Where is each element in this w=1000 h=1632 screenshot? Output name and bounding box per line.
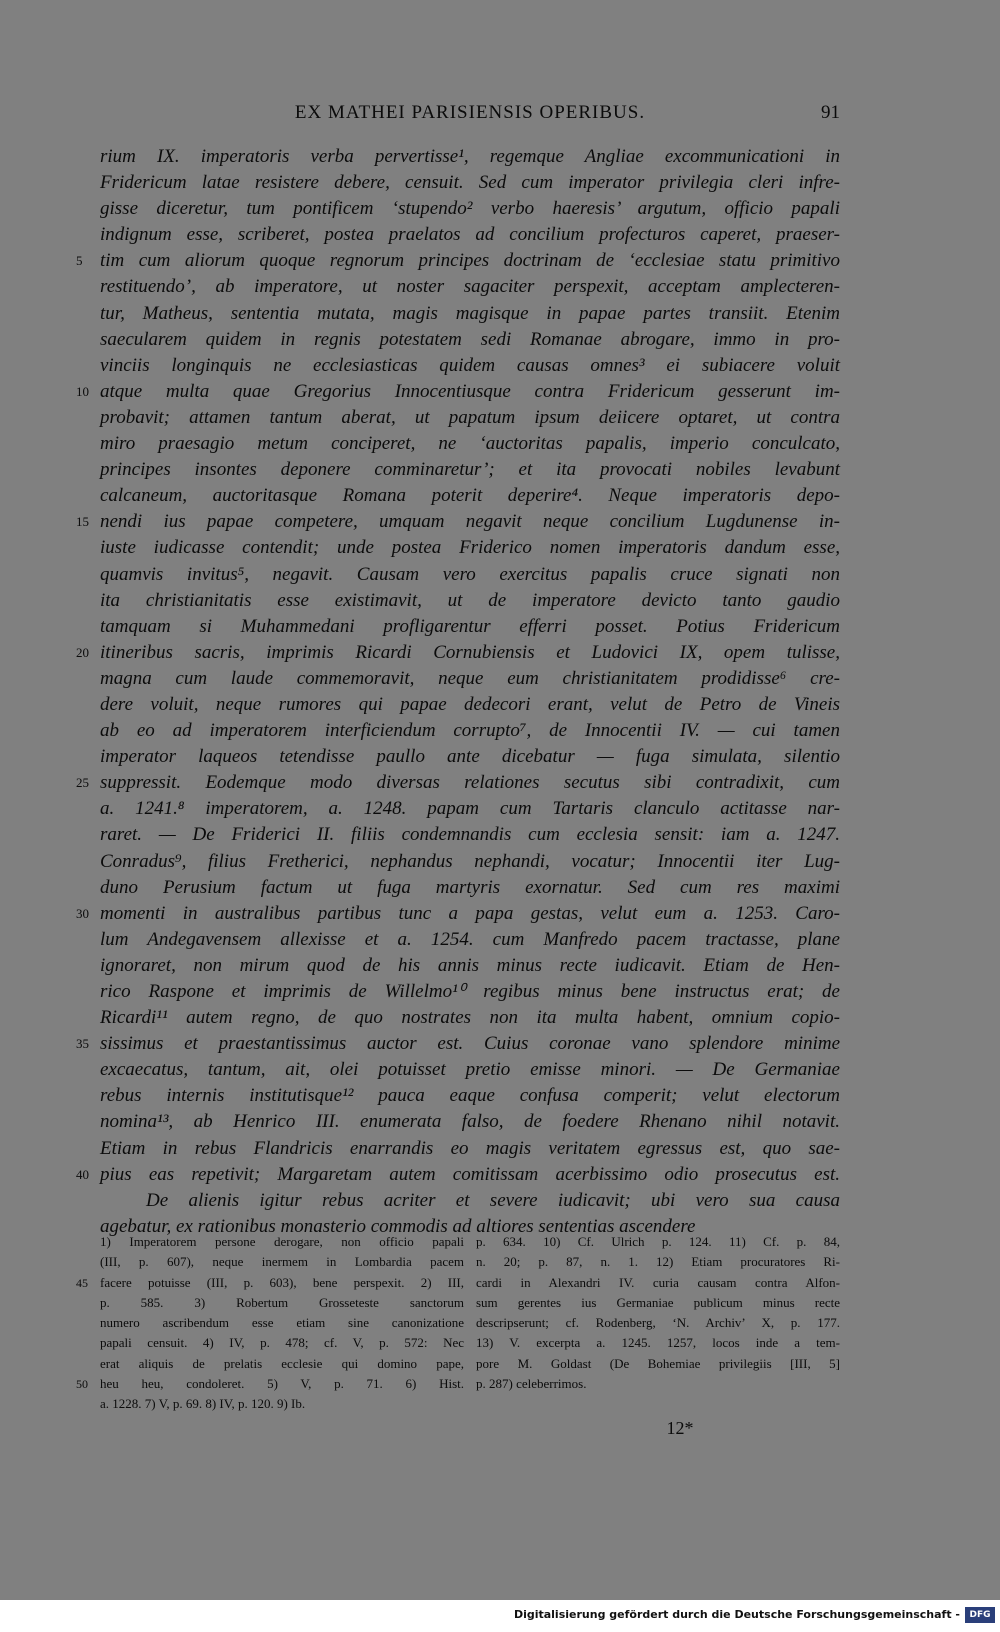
footnote-right-line-text: pore M. Goldast (De Bohemiae privilegiis [III, 5] (476, 1355, 840, 1371)
main-text-line-text: itineribus sacris, imprimis Ricardi Cornubiensis et Ludovici IX, opem tulisse, (100, 641, 840, 663)
main-text-line-text: principes insontes deponere comminaretur’; et ita provocati nobiles levabunt (100, 459, 840, 481)
line-number: 5 (76, 253, 83, 269)
footnote-left-line-text: papali censuit. 4) IV, p. 478; cf. V, p. 572: Nec (100, 1335, 464, 1351)
main-text-line (100, 483, 840, 509)
footnote-right-line (476, 1293, 840, 1313)
main-text-line (100, 822, 840, 848)
main-text-line (100, 353, 840, 379)
line-number: 15 (76, 514, 89, 530)
main-text-line-text: ab eo ad imperatorem interficiendum corrupto⁷, de Innocentii IV. — cui tamen (100, 720, 840, 742)
main-text-line (100, 1005, 840, 1031)
main-text-line (100, 457, 840, 483)
footnote-right-line (476, 1273, 840, 1293)
footnote-left-line (100, 1293, 464, 1313)
footnote-right-line-text: n. 20; p. 87, n. 1. 12) Etiam procuratores Ri- (476, 1254, 840, 1270)
main-text-line (100, 1109, 840, 1135)
footnote-right-line-text: descripserunt; cf. Rodenberg, ‘N. Archiv’ X, p. 177. (476, 1315, 840, 1331)
line-number: 50 (76, 1377, 88, 1392)
line-number: 30 (76, 905, 89, 921)
main-text-line (100, 953, 840, 979)
main-text-line (100, 875, 840, 901)
footnote-right-line-text: cardi in Alexandri IV. curia causam contra Alfon- (476, 1274, 840, 1290)
footnote-left-line (100, 1313, 464, 1333)
footnote-left-line-text: (III, p. 607), neque inermem in Lombardia pacem (100, 1254, 464, 1270)
main-text-line (100, 927, 840, 953)
main-text-line-text: ita christianitatis esse existimavit, ut de imperatore devicto tanto gaudio (100, 589, 840, 611)
footnote-left-line-text: 1) Imperatorem persone derogare, non officio papali (100, 1234, 464, 1249)
main-text-line-text: agebatur, ex rationibus monasterio commodis ad altiores sententias ascendere (100, 1215, 696, 1237)
line-number: 10 (76, 383, 89, 399)
footnote-left-line-text: a. 1228. 7) V, p. 69. 8) IV, p. 120. 9) Ib. (100, 1396, 306, 1412)
main-text-line (100, 535, 840, 561)
main-text-line (100, 1188, 840, 1214)
footnote-left-line (76, 1374, 464, 1394)
main-text-line-text: tim cum aliorum quoque regnorum principes doctrinam de ‘ecclesiae statu primitivo (100, 250, 840, 272)
dfg-logo: DFG (965, 1607, 995, 1623)
main-text-line-text: sissimus et praestantissimus auctor est. Cuius coronae vano splendore minime (100, 1033, 840, 1055)
footnote-left-line-text: facere potuisse (III, p. 603), bene perspexit. 2) III, (100, 1274, 464, 1290)
main-text-line-text: dere voluit, neque rumores qui papae dedecori erant, velut de Petro de Vineis (100, 693, 840, 715)
main-text-line-text: pius eas repetivit; Margaretam autem comitissam acerbissimo odio prosecutus est. (100, 1163, 840, 1185)
main-text-line-text: calcaneum, auctoritasque Romana poterit deperire⁴. Neque imperatoris depo- (100, 485, 840, 507)
main-text-line-text: rebus internis institutisque¹² pauca eaque confusa comperit; velut electorum (100, 1085, 840, 1107)
main-text-line-text: magna cum laude commemoravit, neque eum christianitatem prodidisse⁶ cre- (100, 667, 840, 689)
main-text-line-text: nendi ius papae competere, umquam negavit neque concilium Lugdunense in- (100, 511, 840, 533)
main-text-line (76, 509, 840, 535)
main-text-line-text: rico Raspone et imprimis de Willelmo¹⁰ regibus minus bene instructus erat; de (100, 981, 840, 1002)
dfg-credit: Digitalisierung gefördert durch die Deutsche Forschungsgemeinschaft - (513, 1608, 960, 1621)
line-number: 35 (76, 1036, 89, 1052)
footnote-left-line (100, 1252, 464, 1272)
main-text-line (100, 405, 840, 431)
main-text-line-text: Ricardi¹¹ autem regno, de quo nostrates non ita multa habent, omnium copio- (100, 1007, 840, 1029)
main-text-line-text: tur, Matheus, sententia mutata, magis magisque in papae partes transiit. Etenim (100, 302, 840, 324)
main-text-line-text: lum Andegavensem allexisse et a. 1254. cum Manfredo pacem tractasse, plane (100, 928, 840, 950)
main-text-line-text: nomina¹³, ab Henrico III. enumerata falso, de foedere Rhenano nihil notavit. (100, 1111, 840, 1133)
main-text-line-text: vinciis longinquis ne ecclesiasticas quidem causas omnes³ ei subiacere voluit (100, 354, 840, 376)
footnote-right-line-text: 13) V. excerpta a. 1245. 1257, locos inde a tem- (476, 1335, 840, 1351)
main-text-line (100, 718, 840, 744)
main-text-line (100, 222, 840, 248)
footnote-right-line-text: p. 287) celeberrimos. (476, 1376, 587, 1392)
footnote-right-line-text: sum gerentes ius Germaniae publicum minus recte (476, 1294, 840, 1310)
footnotes-right-column (476, 1232, 840, 1394)
main-text-line (100, 1057, 840, 1083)
main-text-line (76, 379, 840, 405)
main-text-line (76, 248, 840, 274)
main-text-line (76, 640, 840, 666)
main-text-line (100, 744, 840, 770)
main-text-line-text: raret. — De Friderici II. filiis condemnandis cum ecclesia sensit: iam a. 1247. (100, 824, 840, 846)
main-text-line-text: Fridericum latae resistere debere, censuit. Sed cum imperator privilegia cleri infre- (100, 172, 840, 194)
main-text-line (100, 431, 840, 457)
line-number: 45 (76, 1275, 88, 1290)
line-number: 20 (76, 644, 89, 660)
main-text-line (100, 1136, 840, 1162)
line-number: 25 (76, 775, 89, 791)
footnote-left-line (76, 1273, 464, 1293)
main-text-line (100, 301, 840, 327)
dfg-footer (0, 1600, 1000, 1632)
main-text-line-text: saecularem quidem in regnis potestatem sedi Romanae abrogare, immo in pro- (100, 328, 840, 350)
main-text-line (100, 796, 840, 822)
footnote-left-line (100, 1354, 464, 1374)
main-text-line (76, 1031, 840, 1057)
footnote-right-line (476, 1232, 840, 1252)
main-text-line-text: Etiam in rebus Flandricis enarrandis eo magis veritatem egressus est, quo sae- (100, 1137, 840, 1159)
footnote-right-line (476, 1313, 840, 1333)
line-number: 40 (76, 1166, 89, 1182)
footnote-right-line (476, 1333, 840, 1353)
main-text-line-text: a. 1241.⁸ imperatorem, a. 1248. papam cum Tartaris clanculo actitasse nar- (100, 798, 840, 820)
main-text-line (76, 1162, 840, 1188)
footnote-right-line (476, 1374, 840, 1394)
main-text-line (100, 1083, 840, 1109)
running-title: EX MATHEI PARISIENSIS OPERIBUS. (294, 102, 646, 123)
main-text-line-text: indignum esse, scriberet, postea praelatos ad concilium profecturos caperet, praeser- (100, 224, 840, 246)
main-text-line (100, 144, 840, 170)
main-text-line (100, 562, 840, 588)
signature-mark-wrap (0, 1418, 1000, 1439)
main-text-line-text: restituendo’, ab imperatore, ut noster sagaciter perspexit, acceptam amplecteren- (100, 276, 840, 298)
main-text-line-text: atque multa quae Gregorius Innocentiusque contra Fridericum gesserunt im- (100, 380, 840, 402)
main-text-line (100, 979, 840, 1005)
main-text-line (100, 692, 840, 718)
main-text-line (76, 901, 840, 927)
main-text-line-text: rium IX. imperatoris verba pervertisse¹, regemque Angliae excommunicationi in (100, 146, 840, 167)
footnote-right-line (476, 1252, 840, 1272)
main-text-line-text: tamquam si Muhammedani profligarentur efferri posset. Potius Fridericum (100, 615, 840, 637)
main-text (76, 144, 840, 1240)
main-text-line-text: suppressit. Eodemque modo diversas relationes secutus sibi contradixit, cum (100, 772, 840, 794)
main-text-line-text: iuste iudicasse contendit; unde postea Friderico nomen imperatoris dandum esse, (100, 537, 840, 559)
main-text-line (100, 170, 840, 196)
signature-mark: 12* (666, 1418, 694, 1438)
main-text-line-text: gisse diceretur, tum pontificem ‘stupendo² verbo haeresis’ argutum, officio papali (100, 198, 840, 220)
page-header (100, 102, 840, 132)
footnote-left-line-text: numero ascribendum esse etiam sine canonizatione (100, 1315, 464, 1331)
footnote-left-line (100, 1394, 464, 1414)
main-text-line (100, 327, 840, 353)
main-text-line-text: ignoraret, non mirum quod de his annis minus recte iudicavit. Etiam de Hen- (100, 954, 840, 976)
footnote-left-line (100, 1232, 464, 1252)
main-text-line (100, 196, 840, 222)
footnotes-left-column (76, 1232, 464, 1415)
main-text-line-text: momenti in australibus partibus tunc a papa gestas, velut eum a. 1253. Caro- (100, 902, 840, 924)
main-text-line (100, 588, 840, 614)
footnote-right-line (476, 1354, 840, 1374)
main-text-line (100, 614, 840, 640)
main-text-line-text: imperator laqueos tetendisse paullo ante dicebatur — fuga simulata, silentio (100, 746, 840, 768)
main-text-line-text: probavit; attamen tantum aberat, ut papatum ipsum deiicere optaret, ut contra (100, 406, 840, 428)
main-text-line-text: duno Perusium factum ut fuga martyris exornatur. Sed cum res maximi (100, 876, 840, 898)
main-text-line (100, 666, 840, 692)
main-text-line-text: Conradus⁹, filius Fretherici, nephandus nephandi, vocatur; Innocentii iter Lug- (100, 850, 840, 872)
page-number: 91 (821, 102, 840, 123)
main-text-line-text: excaecatus, tantum, ait, olei potuisset pretio emisse minori. — De Germaniae (100, 1059, 840, 1081)
footnote-left-line-text: heu heu, condoleret. 5) V, p. 71. 6) Hist. (100, 1376, 464, 1392)
footnote-left-line (100, 1333, 464, 1353)
main-text-line-text: De alienis igitur rebus acriter et severe iudicavit; ubi vero sua causa (146, 1189, 840, 1211)
main-text-line-text: quamvis invitus⁵, negavit. Causam vero exercitus papalis cruce signati non (100, 563, 840, 585)
main-text-line (100, 274, 840, 300)
footnote-left-line-text: erat aliquis de prelatis ecclesie qui domino pape, (100, 1355, 464, 1371)
main-text-line (76, 770, 840, 796)
footnote-right-line-text: p. 634. 10) Cf. Ulrich p. 124. 11) Cf. p. 84, (476, 1234, 840, 1249)
footnote-left-line-text: p. 585. 3) Robertum Grosseteste sanctorum (100, 1294, 464, 1310)
main-text-line-text: miro praesagio metum conciperet, ne ‘auctoritas papalis, imperio conculcato, (100, 433, 840, 455)
main-text-line (100, 849, 840, 875)
